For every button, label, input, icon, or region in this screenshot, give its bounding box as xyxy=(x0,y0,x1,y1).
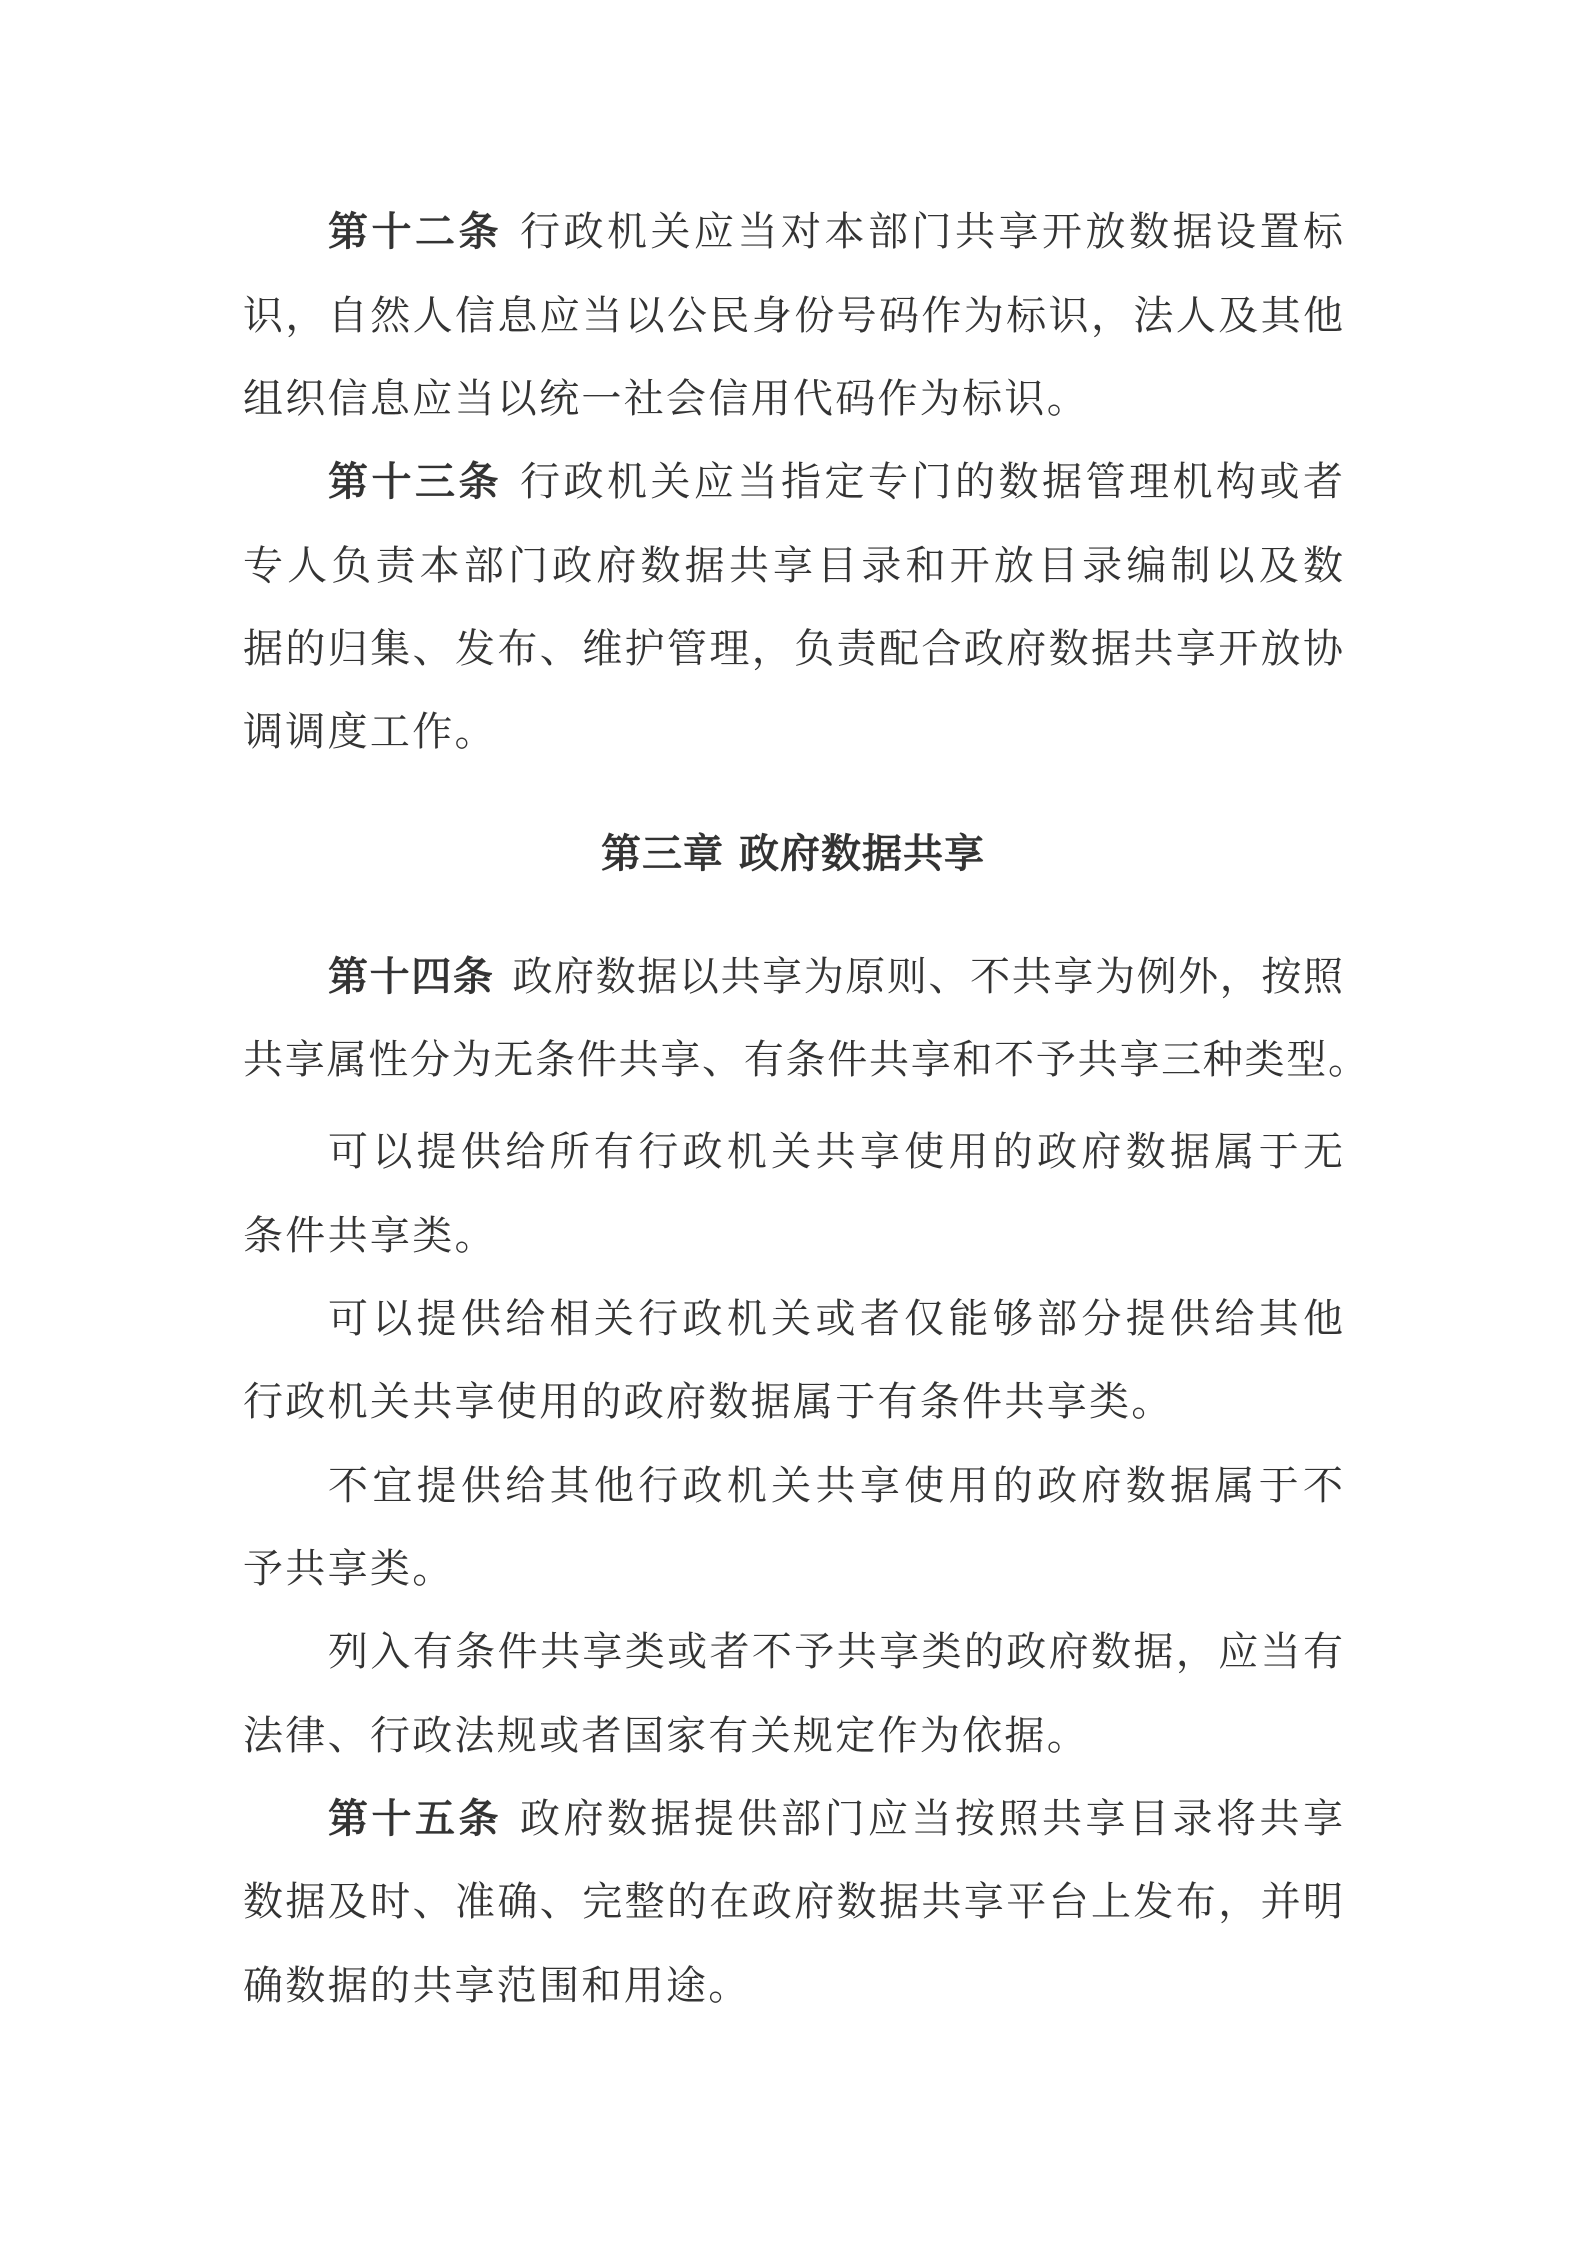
article-13-line-2: 专人负责本部门政府数据共享目录和开放目录编制以及数 xyxy=(243,543,1343,589)
article-14-para-4-line-2: 法律、行政法规或者国家有关规定作为依据。 xyxy=(243,1713,1089,1759)
article-14-para-3-line-1: 不宜提供给其他行政机关共享使用的政府数据属于不 xyxy=(328,1463,1343,1509)
article-14-para-1-line-2: 条件共享类。 xyxy=(243,1213,497,1259)
article-13-line-4: 调调度工作。 xyxy=(243,709,497,755)
article-14-line-1 xyxy=(243,955,1343,1039)
article-14-para-3-line-2: 予共享类。 xyxy=(243,1546,455,1592)
article-15-line-1 xyxy=(243,1797,1343,1881)
article-15-line-2: 数据及时、准确、完整的在政府数据共享平台上发布，并明 xyxy=(243,1879,1343,1925)
article-13-text: 行政机关应当指定专门的数据管理机构或者 xyxy=(520,459,1343,505)
article-13-heading: 第十三条 xyxy=(328,459,502,505)
chapter-title: 第三章 政府数据共享 xyxy=(601,831,985,877)
article-15-heading: 第十五条 xyxy=(328,1796,502,1842)
article-14-line-2: 共享属性分为无条件共享、有条件共享和不予共享三种类型。 xyxy=(243,1037,1368,1083)
article-12-heading: 第十二条 xyxy=(328,209,502,255)
article-12-text: 行政机关应当对本部门共享开放数据设置标 xyxy=(520,209,1343,255)
article-12-line-1 xyxy=(243,210,1343,294)
article-14-para-1-line-1: 可以提供给所有行政机关共享使用的政府数据属于无 xyxy=(328,1129,1343,1175)
article-14-para-4-line-1: 列入有条件共享类或者不予共享类的政府数据，应当有 xyxy=(328,1629,1343,1675)
article-15-text: 政府数据提供部门应当按照共享目录将共享 xyxy=(520,1796,1343,1842)
article-12-line-3: 组织信息应当以统一社会信用代码作为标识。 xyxy=(243,376,1089,422)
article-14-para-2-line-2: 行政机关共享使用的政府数据属于有条件共享类。 xyxy=(243,1379,1174,1425)
article-13-line-1 xyxy=(243,460,1343,544)
article-12-line-2: 识，自然人信息应当以公民身份号码作为标识，法人及其他 xyxy=(243,293,1343,339)
article-13-line-3: 据的归集、发布、维护管理，负责配合政府数据共享开放协 xyxy=(243,626,1343,672)
article-15-line-3: 确数据的共享范围和用途。 xyxy=(243,1963,751,2009)
article-14-text: 政府数据以共享为原则、不共享为例外，按照 xyxy=(512,954,1344,1000)
article-14-para-2-line-1: 可以提供给相关行政机关或者仅能够部分提供给其他 xyxy=(328,1296,1343,1342)
article-14-heading: 第十四条 xyxy=(328,954,495,1000)
